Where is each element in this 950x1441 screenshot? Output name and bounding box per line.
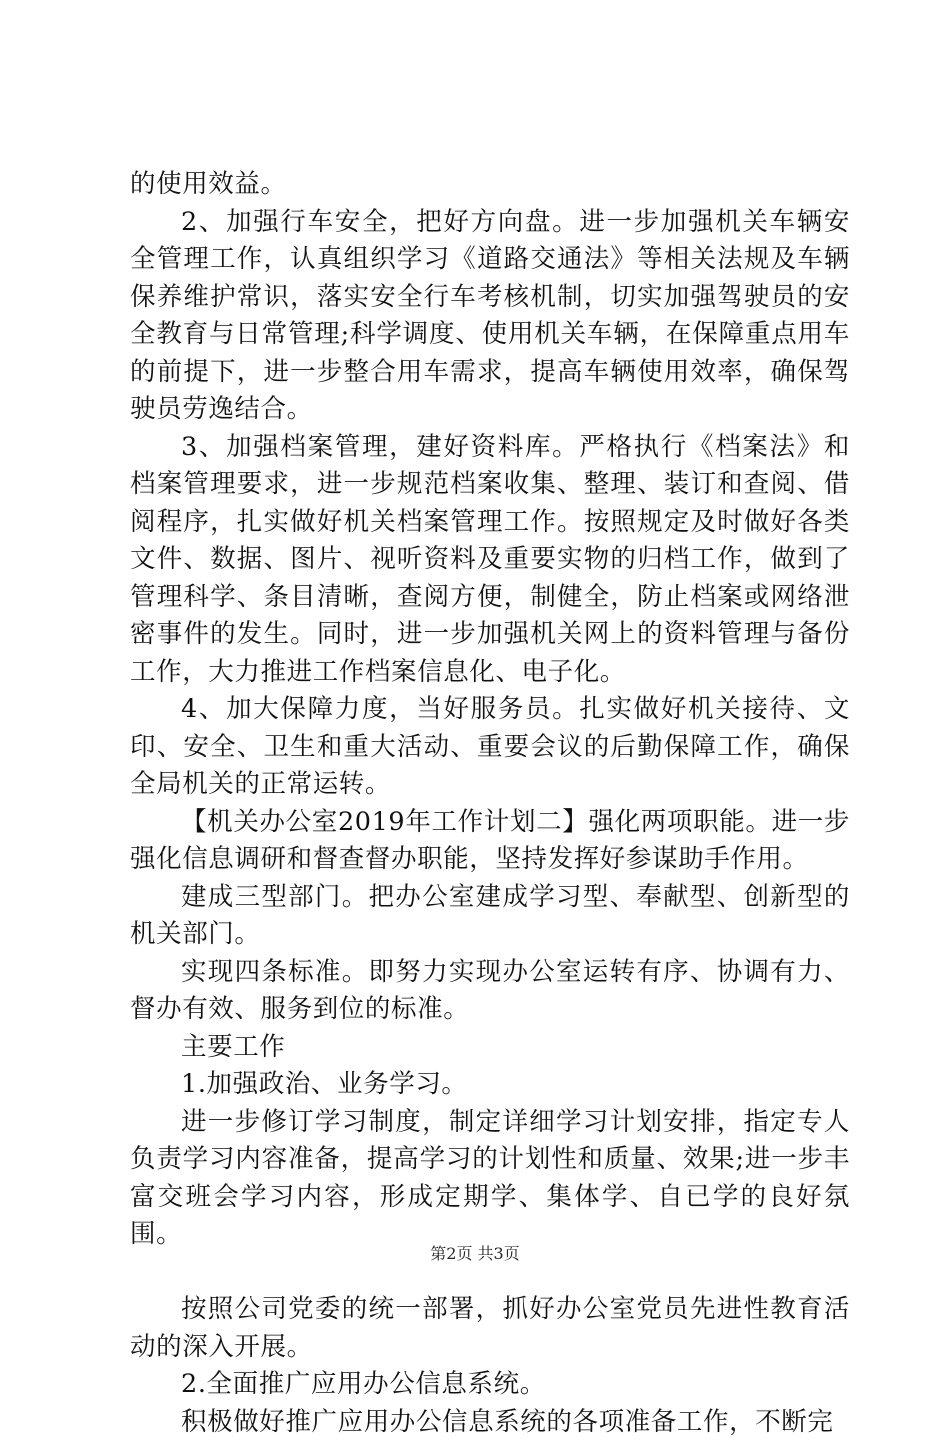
paragraph: 实现四条标准。即努力实现办公室运转有序、协调有力、督办有效、服务到位的标准。 (130, 954, 850, 1029)
paragraph: 积极做好推广应用办公信息系统的各项准备工作，不断完 (130, 1404, 850, 1441)
paragraph: 4、加大保障力度，当好服务员。扎实做好机关接待、文印、安全、卫生和重大活动、重要会议的后勤保障工作，确保全局机关的正常运转。 (130, 691, 850, 804)
paragraph: 的使用效益。 (130, 166, 850, 204)
paragraph: 3、加强档案管理，建好资料库。严格执行《档案法》和档案管理要求，进一步规范档案收集、整理、装订和查阅、借阅程序，扎实做好机关档案管理工作。按照规定及时做好各类文件、数据、图片、视听资料及重要实物的归档工作，做到了管理科学、条目清晰，查阅方便，制健全，防止档案或网络泄密事件的发生。同时，进一步加强机关网上的资料管理与备份工作，大力推进工作档案信息化、电子化。 (130, 429, 850, 692)
section-heading: 主要工作 (130, 1029, 850, 1067)
paragraph: 【机关办公室2019年工作计划二】强化两项职能。进一步强化信息调研和督查督办职能，坚持发挥好参谋助手作用。 (130, 804, 850, 879)
paragraph: 进一步修订学习制度，制定详细学习计划安排，指定专人负责学习内容准备，提高学习的计划性和质量、效果;进一步丰富交班会学习内容，形成定期学、集体学、自已学的良好氛围。 (130, 1104, 850, 1254)
paragraph: 2、加强行车安全，把好方向盘。进一步加强机关车辆安全管理工作，认真组织学习《道路交通法》等相关法规及车辆保养维护常识，落实安全行车考核机制，切实加强驾驶员的安全教育与日常管理;科学调度、使用机关车辆，在保障重点用车的前提下，进一步整合用车需求，提高车辆使用效率，确保驾驶员劳逸结合。 (130, 204, 850, 429)
paragraph: 按照公司党委的统一部署，抓好办公室党员先进性教育活动的深入开展。 (130, 1291, 850, 1366)
page-number-footer: 第2页 共3页 (0, 1243, 950, 1265)
list-heading: 1.加强政治、业务学习。 (130, 1066, 850, 1104)
paragraph: 建成三型部门。把办公室建成学习型、奉献型、创新型的机关部门。 (130, 879, 850, 954)
list-heading: 2.全面推广应用办公信息系统。 (130, 1366, 850, 1404)
